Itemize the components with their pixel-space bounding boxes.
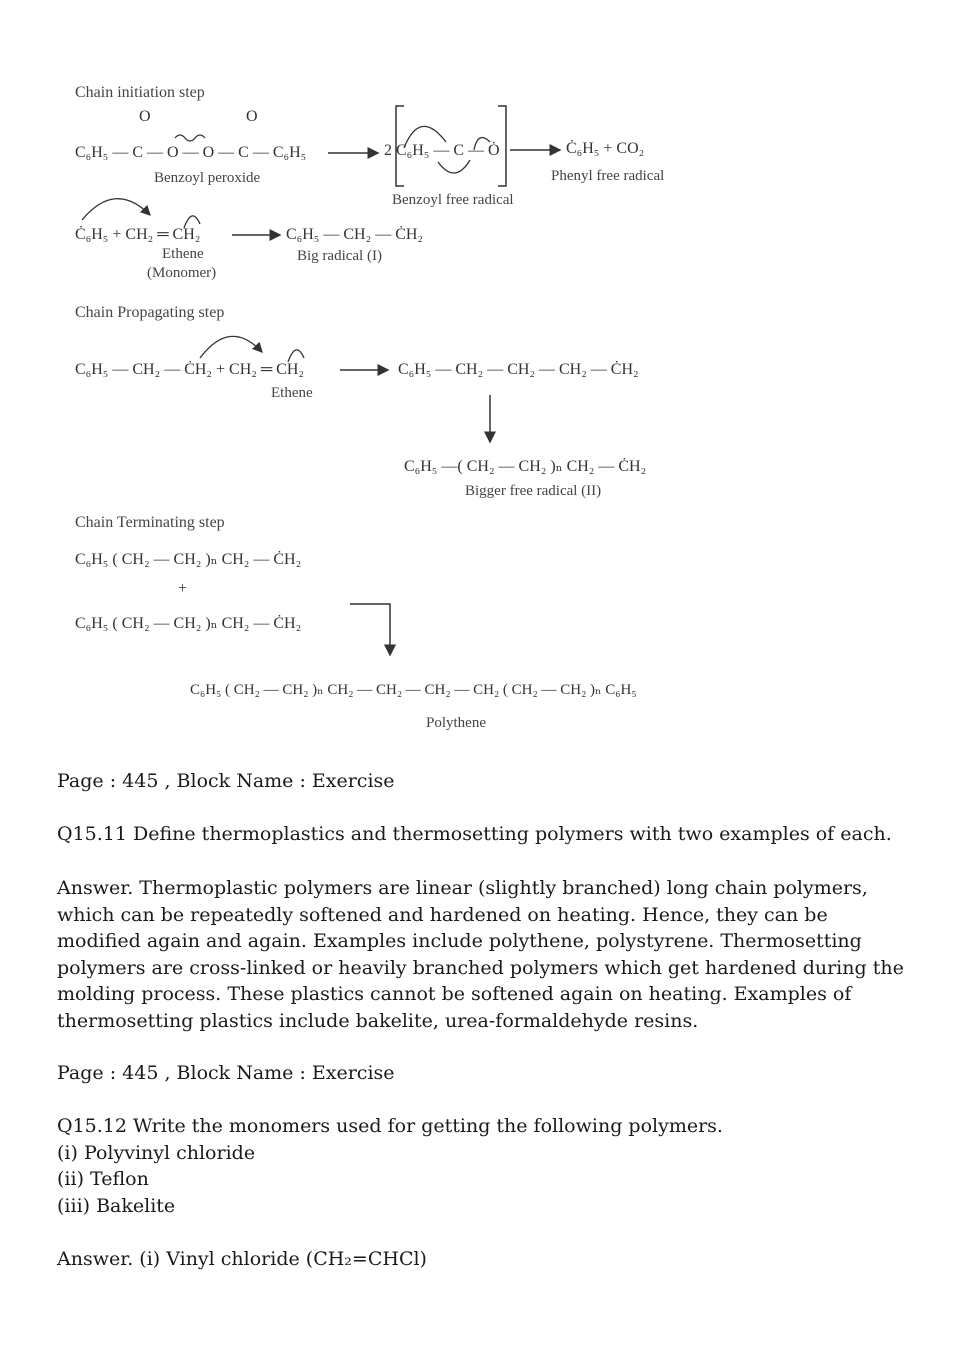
equation-benzoyl-radical: 2 C₆H₅ — C — Ȯ	[384, 142, 500, 159]
answer-text: Answer. (i) Vinyl chloride (CH₂=CHCl)	[57, 1248, 427, 1270]
page-ref-text: Page : 445 , Block Name : Exercise	[57, 770, 395, 792]
page-ref	[57, 1060, 907, 1087]
equation-peroxide: C₆H₅ — C — O — O — C — C₆H₅	[75, 144, 307, 161]
question-text: Q15.12 Write the monomers used for getting the following polymers.	[57, 1115, 723, 1137]
equation-polythene: C₆H₅ ( CH₂ — CH₂ )ₙ CH₂ — CH₂ — CH₂ — CH₂ ( CH₂ — CH₂ )ₙ C₆H₅	[190, 682, 637, 698]
plus-sign: +	[178, 580, 188, 597]
oxygen-label: O	[246, 108, 258, 125]
combination-arrow	[350, 604, 390, 655]
question-item: (iii) Bakelite	[57, 1194, 176, 1217]
question-item: (i) Polyvinyl chloride	[57, 1141, 256, 1164]
caption-ethene: Ethene	[162, 246, 204, 262]
caption-polythene: Polythene	[426, 715, 486, 731]
oxygen-label: O	[139, 108, 151, 125]
question-item: (ii) Teflon	[57, 1168, 149, 1190]
caption-benzoyl-free-radical: Benzoyl free radical	[392, 192, 514, 208]
equation-phenyl-ethene: Ċ₆H₅ + CH₂ ═ CH₂	[75, 226, 201, 243]
page-ref	[57, 768, 907, 795]
question-15-12	[57, 1113, 907, 1219]
page-ref-text: Page : 445 , Block Name : Exercise	[57, 1062, 395, 1084]
equation-big-radical: C₆H₅ — CH₂ — ĊH₂	[286, 226, 423, 243]
answer-text: Answer. Thermoplastic polymers are linear (slightly branched) long chain polymers, which can be repeatedly softened and hardened on heating. Hence, they can be modified again and again. Examples include polythene, polystyrene. Thermosetting polymers are cross-linked or heavily branched polymers which get hardened during the molding process. These plastics cannot be softened again on heating. Examples of thermosetting plastics include bakelite, urea-formaldehyde resins.	[57, 877, 904, 1032]
caption-big-radical: Big radical (I)	[297, 248, 382, 264]
question-text: Q15.11 Define thermoplastics and thermosetting polymers with two examples of each.	[57, 823, 892, 845]
equation-terminating-b: C₆H₅ ( CH₂ — CH₂ )ₙ CH₂ — ĊH₂	[75, 615, 302, 632]
caption-monomer: (Monomer)	[147, 265, 217, 281]
answer-15-11	[57, 875, 907, 1034]
initiation-heading: Chain initiation step	[75, 84, 205, 101]
propagating-heading: Chain Propagating step	[75, 304, 225, 321]
caption-benzoyl-peroxide: Benzoyl peroxide	[154, 170, 261, 186]
equation-propagation-product: C₆H₅ — CH₂ — CH₂ — CH₂ — ĊH₂	[398, 361, 639, 378]
question-15-11	[57, 821, 907, 848]
equation-bigger-radical: C₆H₅ —( CH₂ — CH₂ )ₙ CH₂ — ĊH₂	[404, 458, 647, 475]
equation-phenyl-product: Ċ₆H₅ + CO₂	[566, 140, 645, 157]
caption-bigger-free-radical: Bigger free radical (II)	[465, 483, 602, 499]
answer-15-12	[57, 1246, 907, 1273]
caption-ethene: Ethene	[271, 385, 313, 401]
terminating-heading: Chain Terminating step	[75, 514, 225, 531]
caption-phenyl-free-radical: Phenyl free radical	[551, 168, 665, 184]
equation-terminating-a: C₆H₅ ( CH₂ — CH₂ )ₙ CH₂ — ĊH₂	[75, 551, 302, 568]
equation-propagation: C₆H₅ — CH₂ — ĊH₂ + CH₂ ═ CH₂	[75, 361, 304, 378]
